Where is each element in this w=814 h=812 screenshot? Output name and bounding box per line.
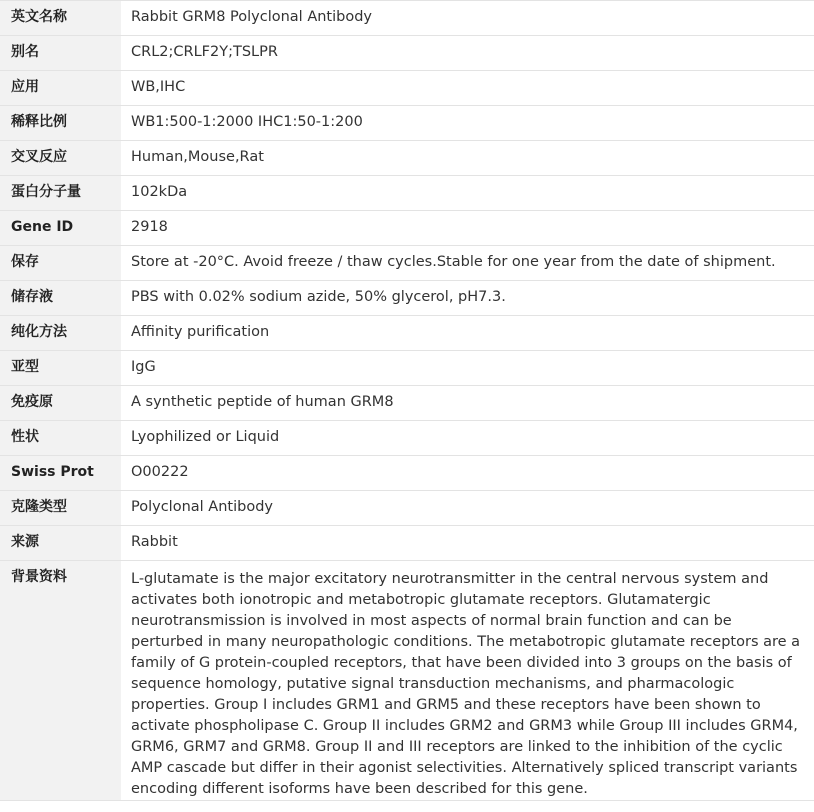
- label-cross-reactivity: 交叉反应: [0, 141, 121, 176]
- value-isotype: IgG: [121, 351, 814, 386]
- row-form: [0, 421, 814, 456]
- row-dilution: [0, 106, 814, 141]
- label-molecular-weight: 蛋白分子量: [0, 176, 121, 211]
- value-cross-reactivity: Human,Mouse,Rat: [121, 141, 814, 176]
- row-cross-reactivity: [0, 141, 814, 176]
- label-swiss-prot: Swiss Prot: [0, 456, 121, 491]
- label-alias: 别名: [0, 36, 121, 71]
- label-gene-id: Gene ID: [0, 211, 121, 246]
- label-background: 背景资料: [0, 561, 121, 801]
- row-gene-id: [0, 211, 814, 246]
- label-immunogen: 免疫原: [0, 386, 121, 421]
- row-clonality: [0, 491, 814, 526]
- row-immunogen: [0, 386, 814, 421]
- value-immunogen: A synthetic peptide of human GRM8: [121, 386, 814, 421]
- label-purification: 纯化方法: [0, 316, 121, 351]
- row-background: [0, 561, 814, 801]
- row-isotype: [0, 351, 814, 386]
- value-background: L-glutamate is the major excitatory neurotransmitter in the central nervous system and activates both ionotropic and metabotropic glutamate receptors. Glutamatergic neurotransmission is involved in most aspects of normal brain function and can be perturbed in many neuropathologic conditions. The metabotropic glutamate receptors are a family of G protein-coupled receptors, that have been divided into 3 groups on the basis of sequence homology, putative signal transduction mechanisms, and pharmacologic properties. Group I includes GRM1 and GRM5 and these receptors have been shown to activate phospholipase C. Group II includes GRM2 and GRM3 while Group III includes GRM4, GRM6, GRM7 and GRM8. Group II and III receptors are linked to the inhibition of the cyclic AMP cascade but differ in their agonist selectivities. Alternatively spliced transcript variants encoding different isoforms have been described for this gene.: [121, 561, 814, 801]
- label-clonality: 克隆类型: [0, 491, 121, 526]
- row-host: [0, 526, 814, 561]
- value-alias: CRL2;CRLF2Y;TSLPR: [121, 36, 814, 71]
- label-storage-buffer: 储存液: [0, 281, 121, 316]
- value-gene-id: 2918: [121, 211, 814, 246]
- value-application: WB,IHC: [121, 71, 814, 106]
- label-form: 性状: [0, 421, 121, 456]
- label-host: 来源: [0, 526, 121, 561]
- value-clonality: Polyclonal Antibody: [121, 491, 814, 526]
- value-storage: Store at -20°C. Avoid freeze / thaw cycles.Stable for one year from the date of shipment.: [121, 246, 814, 281]
- row-storage-buffer: [0, 281, 814, 316]
- value-molecular-weight: 102kDa: [121, 176, 814, 211]
- row-purification: [0, 316, 814, 351]
- row-alias: [0, 36, 814, 71]
- value-host: Rabbit: [121, 526, 814, 561]
- label-storage: 保存: [0, 246, 121, 281]
- value-dilution: WB1:500-1:2000 IHC1:50-1:200: [121, 106, 814, 141]
- row-molecular-weight: [0, 176, 814, 211]
- label-dilution: 稀释比例: [0, 106, 121, 141]
- label-english-name: 英文名称: [0, 1, 121, 36]
- value-purification: Affinity purification: [121, 316, 814, 351]
- row-swiss-prot: [0, 456, 814, 491]
- label-isotype: 亚型: [0, 351, 121, 386]
- value-form: Lyophilized or Liquid: [121, 421, 814, 456]
- row-storage: [0, 246, 814, 281]
- value-storage-buffer: PBS with 0.02% sodium azide, 50% glycerol, pH7.3.: [121, 281, 814, 316]
- value-swiss-prot: O00222: [121, 456, 814, 491]
- row-application: [0, 71, 814, 106]
- label-application: 应用: [0, 71, 121, 106]
- row-english-name: [0, 1, 814, 36]
- value-english-name: Rabbit GRM8 Polyclonal Antibody: [121, 1, 814, 36]
